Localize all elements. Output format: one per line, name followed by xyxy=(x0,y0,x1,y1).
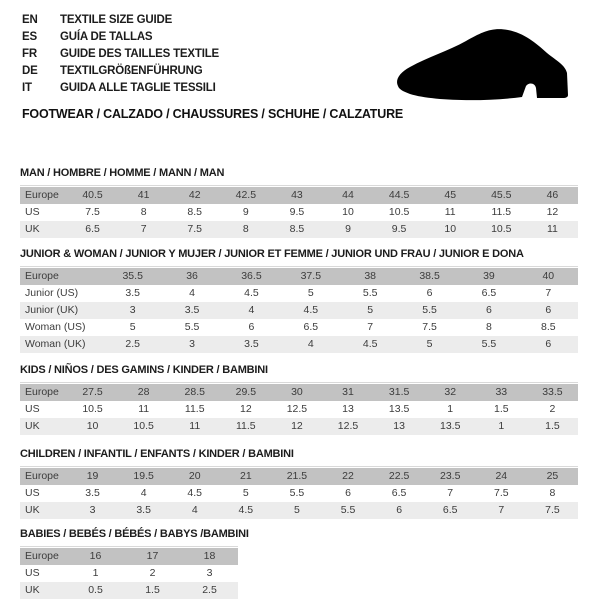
size-value: 4.5 xyxy=(303,304,319,316)
size-value: 28.5 xyxy=(184,386,205,398)
row-label: Junior (US) xyxy=(25,287,79,299)
size-value: 5.5 xyxy=(422,304,437,316)
size-value: 7.5 xyxy=(422,321,437,333)
size-value: 9.5 xyxy=(289,206,305,218)
size-value: 3 xyxy=(89,504,96,516)
language-row xyxy=(22,46,219,63)
table-row xyxy=(20,302,578,319)
size-value: 10 xyxy=(444,223,457,235)
size-value: 3 xyxy=(129,304,136,316)
language-label: TEXTILE SIZE GUIDE xyxy=(60,14,173,26)
size-value: 12 xyxy=(239,403,252,415)
size-value: 13 xyxy=(393,420,405,432)
size-value: 11 xyxy=(189,420,201,432)
size-value: 3.5 xyxy=(244,338,259,350)
size-value: 3 xyxy=(189,338,195,350)
size-value: 29.5 xyxy=(235,386,257,398)
size-value: 5 xyxy=(367,304,374,316)
size-value: 5.5 xyxy=(362,287,378,299)
size-value: 3.5 xyxy=(136,504,151,516)
size-value: 33.5 xyxy=(542,386,563,398)
row-label: Woman (UK) xyxy=(25,338,86,350)
row-label: Europe xyxy=(25,270,59,282)
language-row xyxy=(22,29,219,46)
size-value: 4 xyxy=(140,487,147,499)
size-value: 6 xyxy=(426,287,433,299)
table-row xyxy=(20,336,578,353)
size-value: 8 xyxy=(549,487,556,499)
size-value: 5.5 xyxy=(289,487,305,499)
size-value: 27.5 xyxy=(82,386,103,398)
size-table-title: JUNIOR & WOMAN / JUNIOR Y MUJER / JUNIOR ET FEMME / JUNIOR UND FRAU / JUNIOR E DONA xyxy=(20,248,524,260)
row-label: UK xyxy=(25,504,40,516)
size-table-border xyxy=(20,266,578,353)
size-table-section xyxy=(20,528,249,599)
size-value: 1.5 xyxy=(545,420,560,432)
language-label: GUIDE DES TAILLES TEXTILE xyxy=(60,48,219,60)
size-table-border xyxy=(20,546,238,599)
size-value: 12.5 xyxy=(286,403,308,415)
language-code: DE xyxy=(22,65,38,77)
size-value: 3.5 xyxy=(85,487,100,499)
row-label: Europe xyxy=(25,189,59,201)
size-value: 13.5 xyxy=(439,420,461,432)
size-value: 44 xyxy=(342,189,354,201)
size-value: 6 xyxy=(396,504,403,516)
size-value: 6 xyxy=(345,487,351,499)
size-value: 44.5 xyxy=(388,189,410,201)
size-value: 4.5 xyxy=(187,487,203,499)
row-label: UK xyxy=(25,223,40,235)
size-value: 13.5 xyxy=(388,403,410,415)
language-code: IT xyxy=(22,82,32,94)
size-value: 11 xyxy=(546,223,558,235)
language-header xyxy=(22,12,219,97)
size-value: 22.5 xyxy=(388,470,410,482)
size-value: 8.5 xyxy=(289,223,305,235)
size-value: 40.5 xyxy=(82,189,103,201)
size-value: 11 xyxy=(138,403,150,415)
size-value: 8.5 xyxy=(187,206,203,218)
size-value: 9.5 xyxy=(391,223,407,235)
size-value: 0.5 xyxy=(88,584,103,596)
size-value: 7.5 xyxy=(545,504,560,516)
row-label: US xyxy=(25,206,40,218)
language-code: EN xyxy=(22,14,38,26)
size-value: 10 xyxy=(86,420,99,432)
row-label: UK xyxy=(25,420,40,432)
size-value: 3.5 xyxy=(125,287,140,299)
size-value: 6 xyxy=(545,304,552,316)
size-value: 1 xyxy=(447,403,454,415)
size-value: 6 xyxy=(486,304,492,316)
size-value: 3 xyxy=(206,567,213,579)
size-value: 42.5 xyxy=(235,189,257,201)
size-value: 10.5 xyxy=(82,403,103,415)
size-table xyxy=(20,548,238,599)
size-value: 5 xyxy=(307,287,314,299)
size-value: 4 xyxy=(248,304,255,316)
language-label: TEXTILGRÖßENFÜHRUNG xyxy=(60,65,203,77)
size-value: 8 xyxy=(140,206,147,218)
table-row xyxy=(20,468,578,485)
size-value: 12 xyxy=(291,420,303,432)
size-value: 5 xyxy=(426,338,433,350)
size-value: 17 xyxy=(146,550,159,562)
size-table-title: BABIES / BEBÉS / BÉBÉS / BABYS /BAMBINI xyxy=(20,528,249,540)
size-value: 38 xyxy=(364,270,377,282)
size-value: 6.5 xyxy=(85,223,100,235)
size-value: 10.5 xyxy=(133,420,154,432)
size-table-title: CHILDREN / INFANTIL / ENFANTS / KINDER / BAMBINI xyxy=(20,448,294,460)
size-value: 21.5 xyxy=(286,470,308,482)
size-table-title: MAN / HOMBRE / HOMME / MANN / MAN xyxy=(20,167,225,179)
table-row xyxy=(20,285,578,302)
table-row xyxy=(20,221,578,238)
size-value: 41 xyxy=(137,189,150,201)
table-row xyxy=(20,401,578,418)
size-value: 8 xyxy=(242,223,249,235)
size-value: 4 xyxy=(307,338,314,350)
table-row xyxy=(20,319,578,336)
size-value: 4 xyxy=(189,287,195,299)
size-value: 25 xyxy=(546,470,559,482)
size-value: 10 xyxy=(342,206,354,218)
table-row xyxy=(20,485,578,502)
size-value: 45.5 xyxy=(491,189,512,201)
size-value: 7.5 xyxy=(85,206,100,218)
size-table-section xyxy=(20,248,578,353)
size-value: 7 xyxy=(140,223,147,235)
language-row xyxy=(22,63,219,80)
size-value: 3.5 xyxy=(184,304,200,316)
row-label: Europe xyxy=(25,470,59,482)
size-value: 4.5 xyxy=(362,338,378,350)
size-value: 1 xyxy=(92,567,99,579)
size-value: 23.5 xyxy=(439,470,461,482)
size-value: 37.5 xyxy=(300,270,322,282)
size-value: 31.5 xyxy=(388,386,410,398)
language-label: GUÍA DE TALLAS xyxy=(60,31,153,43)
size-value: 4.5 xyxy=(238,504,254,516)
size-value: 20 xyxy=(188,470,201,482)
size-value: 30 xyxy=(291,386,303,398)
size-value: 32 xyxy=(444,386,457,398)
size-value: 13 xyxy=(342,403,354,415)
language-row xyxy=(22,12,219,29)
size-value: 36.5 xyxy=(241,270,262,282)
size-value: 5 xyxy=(242,487,249,499)
category-title: FOOTWEAR / CALZADO / CHAUSSURES / SCHUHE / CALZATURE xyxy=(22,107,404,121)
size-value: 5.5 xyxy=(340,504,356,516)
table-row xyxy=(20,204,578,221)
table-row xyxy=(20,582,238,599)
size-value: 7 xyxy=(545,287,552,299)
size-value: 6 xyxy=(248,321,255,333)
size-value: 1 xyxy=(498,420,505,432)
language-label: GUIDA ALLE TAGLIE TESSILI xyxy=(60,82,216,94)
size-value: 11.5 xyxy=(235,420,256,432)
size-value: 21 xyxy=(239,470,252,482)
size-value: 22 xyxy=(342,470,354,482)
size-value: 36 xyxy=(186,270,198,282)
size-value: 6.5 xyxy=(481,287,497,299)
language-row xyxy=(22,80,219,97)
size-value: 10.5 xyxy=(491,223,512,235)
size-value: 5 xyxy=(129,321,136,333)
size-value: 1.5 xyxy=(145,584,160,596)
size-table-border xyxy=(20,382,578,435)
size-table-title: KIDS / NIÑOS / DES GAMINS / KINDER / BAMBINI xyxy=(20,364,268,376)
size-value: 2 xyxy=(549,403,556,415)
row-label: US xyxy=(25,567,40,579)
size-value: 4.5 xyxy=(244,287,259,299)
size-value: 19.5 xyxy=(133,470,154,482)
size-value: 11 xyxy=(444,206,456,218)
size-table xyxy=(20,384,578,435)
size-value: 45 xyxy=(444,189,457,201)
size-table xyxy=(20,187,578,238)
size-value: 35.5 xyxy=(122,270,143,282)
size-table-section xyxy=(20,167,578,238)
size-value: 10.5 xyxy=(388,206,410,218)
size-value: 16 xyxy=(89,550,102,562)
size-value: 7 xyxy=(367,321,374,333)
size-table xyxy=(20,268,578,353)
size-value: 11.5 xyxy=(184,403,205,415)
size-value: 46 xyxy=(546,189,559,201)
size-value: 1.5 xyxy=(493,403,509,415)
language-code: FR xyxy=(22,48,37,60)
table-row xyxy=(20,187,578,204)
table-row xyxy=(20,548,238,565)
size-value: 9 xyxy=(242,206,249,218)
size-value: 28 xyxy=(137,386,150,398)
size-value: 4 xyxy=(191,504,198,516)
size-value: 42 xyxy=(188,189,201,201)
size-value: 7.5 xyxy=(493,487,509,499)
size-value: 7.5 xyxy=(187,223,203,235)
size-value: 2.5 xyxy=(125,338,140,350)
size-value: 39 xyxy=(483,270,495,282)
table-row xyxy=(20,418,578,435)
size-value: 24 xyxy=(495,470,508,482)
size-value: 5.5 xyxy=(481,338,497,350)
size-value: 31 xyxy=(342,386,354,398)
row-label: Europe xyxy=(25,386,59,398)
size-table xyxy=(20,468,578,519)
size-value: 19 xyxy=(86,470,99,482)
size-value: 18 xyxy=(203,550,216,562)
size-value: 6.5 xyxy=(442,504,458,516)
size-value: 8 xyxy=(486,321,492,333)
size-value: 2.5 xyxy=(202,584,217,596)
table-row xyxy=(20,268,578,285)
size-table-section xyxy=(20,448,578,519)
size-table-section xyxy=(20,364,578,435)
size-value: 7 xyxy=(498,504,505,516)
row-label: Junior (UK) xyxy=(25,304,79,316)
language-code: ES xyxy=(22,31,37,43)
size-value: 40 xyxy=(542,270,555,282)
row-label: US xyxy=(25,487,40,499)
row-label: US xyxy=(25,403,40,415)
size-value: 33 xyxy=(495,386,508,398)
size-value: 6 xyxy=(545,338,552,350)
row-label: Europe xyxy=(25,550,59,562)
row-label: Woman (US) xyxy=(25,321,86,333)
row-label: UK xyxy=(25,584,40,596)
size-value: 38.5 xyxy=(419,270,440,282)
size-value: 7 xyxy=(447,487,454,499)
size-value: 5 xyxy=(294,504,300,516)
size-value: 5.5 xyxy=(184,321,200,333)
size-value: 2 xyxy=(149,567,156,579)
size-value: 12 xyxy=(546,206,559,218)
size-value: 8.5 xyxy=(541,321,556,333)
size-value: 6.5 xyxy=(391,487,407,499)
table-row xyxy=(20,384,578,401)
size-value: 43 xyxy=(291,189,303,201)
size-value: 11.5 xyxy=(491,206,512,218)
size-table-border xyxy=(20,185,578,238)
size-value: 12.5 xyxy=(337,420,359,432)
size-table-border xyxy=(20,466,578,519)
size-value: 9 xyxy=(345,223,351,235)
shoe-icon xyxy=(390,16,576,106)
table-row xyxy=(20,565,238,582)
size-value: 6.5 xyxy=(303,321,319,333)
table-row xyxy=(20,502,578,519)
